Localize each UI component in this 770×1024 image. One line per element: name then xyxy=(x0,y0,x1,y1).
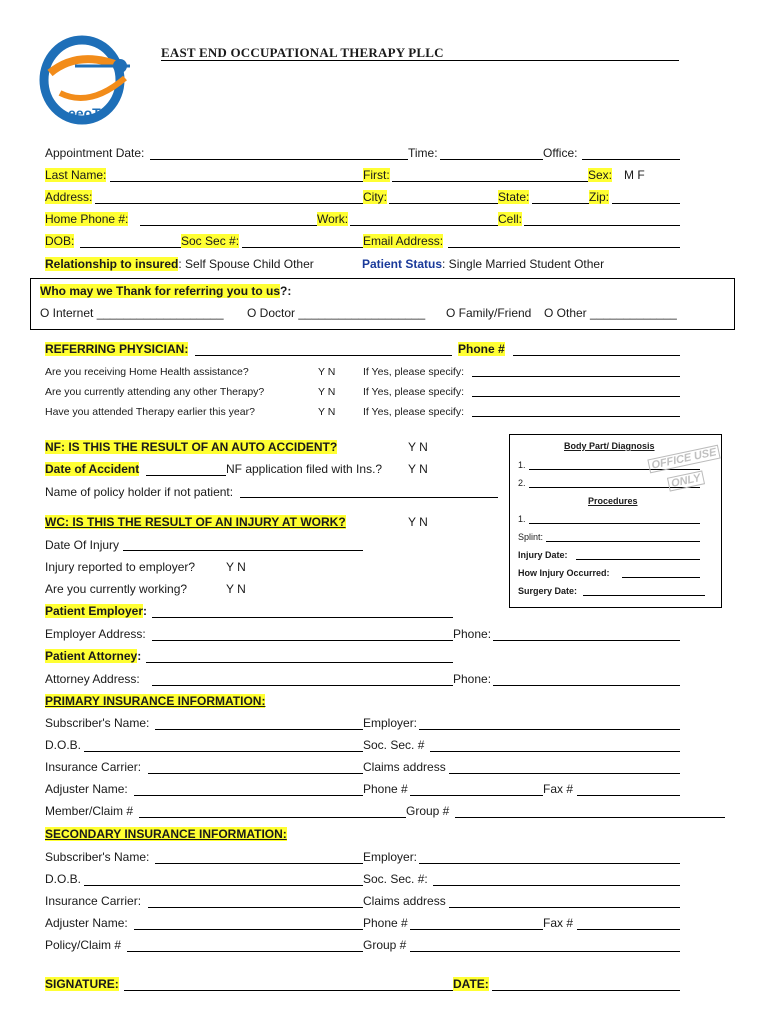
patient-status-row[interactable] xyxy=(362,257,604,271)
referring-physician-field[interactable] xyxy=(195,355,452,356)
time-field[interactable] xyxy=(440,159,543,160)
secondary-claims-field[interactable] xyxy=(449,907,680,908)
secondary-group-label: Group # xyxy=(363,938,407,952)
nf-yn[interactable]: Y N xyxy=(408,440,428,454)
secondary-fax-label: Fax # xyxy=(543,916,574,930)
primary-carrier-label: Insurance Carrier: xyxy=(45,760,142,774)
secondary-carrier-field[interactable] xyxy=(148,907,363,908)
primary-claims-label: Claims address xyxy=(363,760,446,774)
how-injury-field[interactable] xyxy=(622,577,700,578)
first-name-label: First: xyxy=(363,168,390,182)
appt-date-label: Appointment Date: xyxy=(45,146,145,160)
primary-dob-label: D.O.B. xyxy=(45,738,82,752)
primary-insurance-heading: PRIMARY INSURANCE INFORMATION: xyxy=(45,694,266,708)
page-title: EAST END OCCUPATIONAL THERAPY PLLC xyxy=(161,45,444,60)
earlier-therapy-yn[interactable]: Y N xyxy=(318,406,336,418)
primary-employer-field[interactable] xyxy=(419,729,680,730)
first-name-field[interactable] xyxy=(392,181,588,182)
date-label: DATE: xyxy=(453,977,489,991)
time-label: Time: xyxy=(408,146,438,160)
employer-address-field[interactable] xyxy=(152,640,453,641)
primary-phone-field[interactable] xyxy=(410,795,543,796)
primary-adjuster-field[interactable] xyxy=(134,795,363,796)
dob-field[interactable] xyxy=(80,247,181,248)
nf-filed-yn[interactable]: Y N xyxy=(408,462,428,476)
last-name-label: Last Name: xyxy=(45,168,107,182)
diagnosis-1-field[interactable] xyxy=(529,469,700,470)
address-field[interactable] xyxy=(95,203,363,204)
injury-reported-yn[interactable]: Y N xyxy=(226,560,246,574)
last-name-field[interactable] xyxy=(110,181,363,182)
relationship-label: Relationship to insured xyxy=(45,257,179,271)
home-health-question: Are you receiving Home Health assistance? xyxy=(45,366,249,378)
secondary-dob-label: D.O.B. xyxy=(45,872,82,886)
diagnosis-2-label: 2. xyxy=(518,478,526,488)
email-label: Email Address: xyxy=(363,234,444,248)
employer-address-label: Employer Address: xyxy=(45,627,146,641)
home-phone-field[interactable] xyxy=(140,225,317,226)
cell-label: Cell: xyxy=(498,212,523,226)
body-part-title: Body Part/ Diagnosis xyxy=(564,441,655,451)
primary-fax-field[interactable] xyxy=(577,795,680,796)
surgery-date-field[interactable] xyxy=(583,595,705,596)
sex-label: Sex: xyxy=(588,168,613,182)
injury-date-field[interactable] xyxy=(123,550,363,551)
referral-doctor[interactable]: O Doctor ___________________ xyxy=(247,306,426,320)
patient-status-options[interactable]: : Single Married Student Other xyxy=(442,257,605,271)
physician-phone-label: Phone # xyxy=(458,342,505,356)
primary-subscriber-label: Subscriber's Name: xyxy=(45,716,150,730)
procedure-1-label: 1. xyxy=(518,514,526,524)
other-therapy-question: Are you currently attending any other Therapy? xyxy=(45,386,265,398)
nf-filed-question: NF application filed with Ins.? xyxy=(226,462,383,476)
primary-phone-label: Phone # xyxy=(363,782,408,796)
physician-phone-field[interactable] xyxy=(513,355,680,356)
zip-field[interactable] xyxy=(612,203,680,204)
secondary-dob-field[interactable] xyxy=(84,885,363,886)
primary-ssn-field[interactable] xyxy=(430,751,680,752)
email-field[interactable] xyxy=(448,247,680,248)
logo-text: eeoT xyxy=(68,105,101,121)
state-field[interactable] xyxy=(532,203,589,204)
attorney-phone-field[interactable] xyxy=(493,685,680,686)
zip-label: Zip: xyxy=(589,190,610,204)
primary-carrier-field[interactable] xyxy=(148,773,363,774)
injury-date-box-field[interactable] xyxy=(576,559,700,560)
secondary-policy-label: Policy/Claim # xyxy=(45,938,122,952)
earlier-therapy-specify-label: If Yes, please specify: xyxy=(363,406,464,418)
referral-question: Who may we Thank for referring you to us?: xyxy=(40,284,292,298)
secondary-fax-field[interactable] xyxy=(577,929,680,930)
secondary-insurance-heading: SECONDARY INSURANCE INFORMATION: xyxy=(45,827,287,841)
ssn-field[interactable] xyxy=(242,247,363,248)
office-label: Office: xyxy=(543,146,578,160)
earlier-therapy-question: Have you attended Therapy earlier this year? xyxy=(45,406,255,418)
cell-field[interactable] xyxy=(524,225,680,226)
primary-adjuster-label: Adjuster Name: xyxy=(45,782,128,796)
accident-date-field[interactable] xyxy=(146,475,226,476)
secondary-adjuster-label: Adjuster Name: xyxy=(45,916,128,930)
secondary-group-field[interactable] xyxy=(410,951,680,952)
primary-member-label: Member/Claim # xyxy=(45,804,134,818)
city-label: City: xyxy=(363,190,387,204)
attorney-address-label: Attorney Address: xyxy=(45,672,140,686)
dob-label: DOB: xyxy=(45,234,75,248)
title-underline xyxy=(161,60,679,61)
referral-internet[interactable]: O Internet ___________________ xyxy=(40,306,224,320)
secondary-phone-label: Phone # xyxy=(363,916,408,930)
ssn-label: Soc Sec #: xyxy=(181,234,240,248)
sex-options[interactable]: M F xyxy=(624,168,645,182)
address-label: Address: xyxy=(45,190,93,204)
patient-attorney-label: Patient Attorney: xyxy=(45,649,142,663)
other-therapy-specify-field[interactable] xyxy=(472,396,680,397)
procedure-1-field[interactable] xyxy=(529,523,700,524)
date-field[interactable] xyxy=(492,990,680,991)
primary-claims-field[interactable] xyxy=(449,773,680,774)
injury-date-box-label: Injury Date: xyxy=(518,550,568,560)
other-therapy-yn[interactable]: Y N xyxy=(318,386,336,398)
secondary-claims-label: Claims address xyxy=(363,894,446,908)
injury-reported-question: Injury reported to employer? xyxy=(45,560,196,574)
patient-employer-label: Patient Employer: xyxy=(45,604,148,618)
patient-attorney-field[interactable] xyxy=(146,662,453,663)
injury-date-label: Date Of Injury xyxy=(45,538,120,552)
work-phone-label: Work: xyxy=(317,212,349,226)
primary-employer-label: Employer: xyxy=(363,716,418,730)
signature-label: SIGNATURE: xyxy=(45,977,119,991)
secondary-carrier-label: Insurance Carrier: xyxy=(45,894,142,908)
home-health-yn[interactable]: Y N xyxy=(318,366,336,378)
secondary-employer-field[interactable] xyxy=(419,863,680,864)
attorney-address-field[interactable] xyxy=(152,685,453,686)
relationship-options[interactable]: : Self Spouse Child Other xyxy=(178,257,314,271)
employer-phone-field[interactable] xyxy=(493,640,680,641)
referring-physician-label: REFERRING PHYSICIAN: xyxy=(45,342,189,356)
referral-other[interactable]: O Other _____________ xyxy=(544,306,677,320)
appt-date-field[interactable] xyxy=(150,159,408,160)
attorney-phone-label: Phone: xyxy=(453,672,492,686)
primary-fax-label: Fax # xyxy=(543,782,574,796)
primary-subscriber-field[interactable] xyxy=(155,729,363,730)
primary-group-label: Group # xyxy=(406,804,450,818)
logo xyxy=(30,18,140,128)
nf-question: NF: IS THIS THE RESULT OF AN AUTO ACCIDENT? xyxy=(45,440,338,454)
wc-yn[interactable]: Y N xyxy=(408,515,428,529)
secondary-ssn-label: Soc. Sec. #: xyxy=(363,872,428,886)
signature-field[interactable] xyxy=(124,990,453,991)
currently-working-question: Are you currently working? xyxy=(45,582,188,596)
primary-dob-field[interactable] xyxy=(84,751,363,752)
office-field[interactable] xyxy=(582,159,680,160)
primary-member-field[interactable] xyxy=(139,817,406,818)
city-field[interactable] xyxy=(389,203,498,204)
secondary-ssn-field[interactable] xyxy=(433,885,680,886)
only-stamp: ONLY xyxy=(667,470,705,491)
wc-question: WC: IS THIS THE RESULT OF AN INJURY AT WORK? xyxy=(45,515,346,529)
patient-employer-field[interactable] xyxy=(152,617,453,618)
policy-holder-label: Name of policy holder if not patient: xyxy=(45,485,234,499)
primary-ssn-label: Soc. Sec. # xyxy=(363,738,425,752)
secondary-subscriber-label: Subscriber's Name: xyxy=(45,850,150,864)
primary-group-field[interactable] xyxy=(455,817,725,818)
earlier-therapy-specify-field[interactable] xyxy=(472,416,680,417)
state-label: State: xyxy=(498,190,530,204)
secondary-policy-field[interactable] xyxy=(127,951,363,952)
diagnosis-1-label: 1. xyxy=(518,460,526,470)
accident-date-label: Date of Accident xyxy=(45,462,140,476)
home-health-specify-label: If Yes, please specify: xyxy=(363,366,464,378)
policy-holder-field[interactable] xyxy=(240,497,498,498)
how-injury-label: How Injury Occurred: xyxy=(518,568,610,578)
home-health-specify-field[interactable] xyxy=(472,376,680,377)
work-phone-field[interactable] xyxy=(350,225,498,226)
splint-label: Splint: xyxy=(518,532,544,542)
procedures-title: Procedures xyxy=(588,496,638,506)
relationship-row[interactable] xyxy=(45,257,314,271)
splint-field[interactable] xyxy=(546,541,700,542)
office-use-stamp: OFFICE USE xyxy=(647,445,720,474)
employer-phone-label: Phone: xyxy=(453,627,492,641)
referral-family[interactable]: O Family/Friend xyxy=(446,306,532,320)
surgery-date-label: Surgery Date: xyxy=(518,586,578,596)
secondary-subscriber-field[interactable] xyxy=(155,863,363,864)
home-phone-label: Home Phone #: xyxy=(45,212,129,226)
other-therapy-specify-label: If Yes, please specify: xyxy=(363,386,464,398)
currently-working-yn[interactable]: Y N xyxy=(226,582,246,596)
secondary-phone-field[interactable] xyxy=(410,929,543,930)
patient-status-label: Patient Status xyxy=(362,257,443,271)
secondary-adjuster-field[interactable] xyxy=(134,929,363,930)
secondary-employer-label: Employer: xyxy=(363,850,418,864)
